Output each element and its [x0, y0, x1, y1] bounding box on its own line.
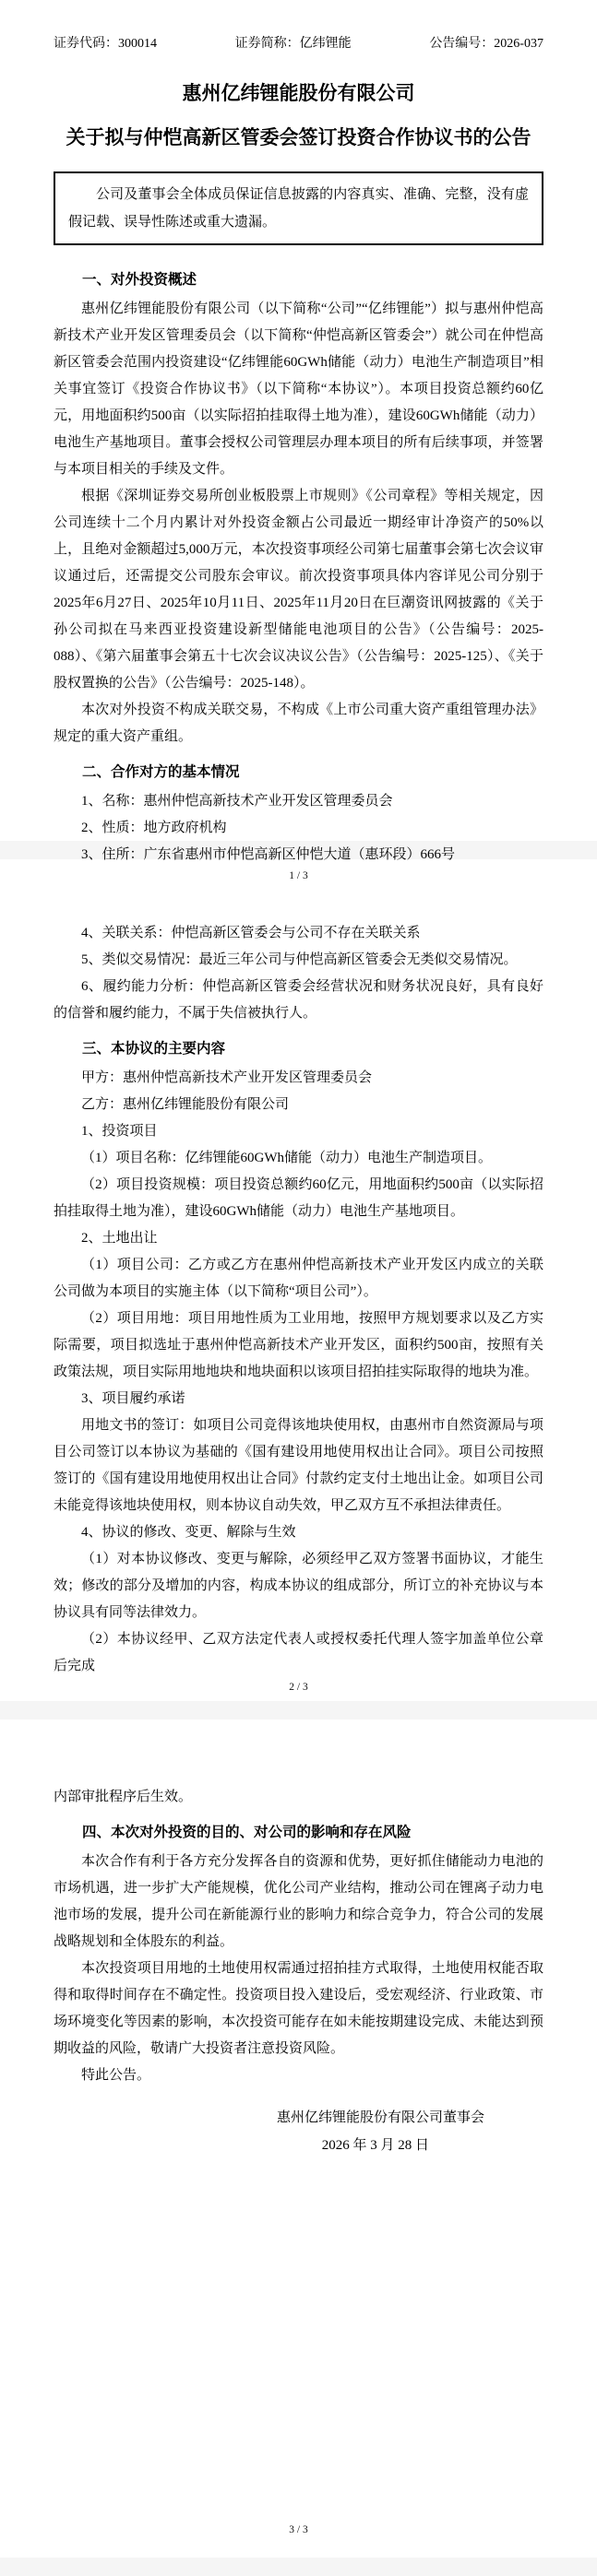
- section-1-paragraph-3: 本次对外投资不构成关联交易，不构成《上市公司重大资产重组管理办法》规定的重大资产重组。: [54, 703, 543, 744]
- closing-statement: 特此公告。: [81, 2068, 151, 2083]
- page-number-1: 1 / 3: [289, 870, 308, 881]
- party-b: 乙方：惠州亿纬锂能股份有限公司: [81, 1097, 290, 1112]
- page-number-3: 3 / 3: [289, 2524, 308, 2535]
- clause-1-item-2: （2）项目投资规模：项目投资总额约60亿元，用地面积约500亩（以实际招拍挂取得土地为准），建设60GWh储能（动力）电池生产基地项目。: [54, 1177, 543, 1219]
- announcement-title: 关于拟与仲恺高新区管委会签订投资合作协议书的公告: [66, 127, 531, 148]
- section-4-paragraph-1: 本次合作有利于各方充分发挥各自的资源和优势，更好抓住储能动力电池的市场机遇，进一步扩大产能规模，优化公司产业结构，推动公司在锂离子动力电池市场的发展，提升公司在新能源行业的影响力和综合竞争力，符合公司的发展战略规划和全体股东的利益。: [54, 1854, 543, 1949]
- clause-2-item-2: （2）项目用地：项目用地性质为工业用地，按照甲方规划要求以及乙方实际需要，项目拟选址于惠州仲恺高新技术产业开发区，面积约500亩，按照有关政策法规，项目实际用地地块和地块面积以该项目招拍挂实际取得的地块为准。: [54, 1311, 543, 1379]
- clause-4-item-2-continuation: 内部审批程序后生效。: [54, 1790, 193, 1804]
- page-3: [0, 1719, 597, 2558]
- page-separator: [0, 2558, 597, 2576]
- signature-date: 2026 年 3 月 28 日: [321, 2138, 429, 2153]
- announcement-number: 公告编号：2026-037: [429, 37, 543, 51]
- counterparty-relationship: 4、关联关系：仲恺高新区管委会与公司不存在关联关系: [81, 926, 421, 940]
- document-header: [54, 33, 543, 52]
- page-number-2: 2 / 3: [289, 1682, 308, 1693]
- clause-3-title: 3、项目履约承诺: [81, 1391, 185, 1406]
- counterparty-name: 1、名称：惠州仲恺高新技术产业开发区管理委员会: [81, 794, 393, 809]
- section-3-heading: 三、本协议的主要内容: [82, 1041, 226, 1057]
- company-title: 惠州亿纬锂能股份有限公司: [182, 83, 415, 104]
- section-2-heading: 二、合作对方的基本情况: [82, 764, 240, 780]
- clause-1-title: 1、投资项目: [81, 1124, 158, 1139]
- disclaimer-box: [54, 171, 543, 245]
- clause-2-title: 2、土地出让: [81, 1231, 158, 1246]
- signature-board: 惠州亿纬锂能股份有限公司董事会: [276, 2110, 484, 2125]
- clause-1-item-1: （1）项目名称：亿纬锂能60GWh储能（动力）电池生产制造项目。: [81, 1151, 492, 1165]
- stock-code: 证券代码：300014: [54, 37, 157, 51]
- counterparty-performance-analysis: 6、履约能力分析：仲恺高新区管委会经营状况和财务状况良好，具有良好的信誉和履约能力，不属于失信被执行人。: [54, 979, 543, 1021]
- clause-2-item-1: （1）项目公司：乙方或乙方在惠州仲恺高新技术产业开发区内成立的关联公司做为本项目的实施主体（以下简称“项目公司”）。: [54, 1258, 543, 1299]
- disclaimer-text: 公司及董事会全体成员保证信息披露的内容真实、准确、完整，没有虚假记载、误导性陈述或重大遗漏。: [68, 187, 529, 230]
- clause-4-item-1: （1）对本协议修改、变更与解除，必须经甲乙双方签署书面协议，才能生效；修改的部分及增加的内容，构成本协议的组成部分，所订立的补充协议与本协议具有同等法律效力。: [54, 1552, 543, 1620]
- section-4-heading: 四、本次对外投资的目的、对公司的影响和存在风险: [82, 1825, 412, 1840]
- clause-4-item-2: （2）本协议经甲、乙双方法定代表人或授权委托代理人签字加盖单位公章后完成: [54, 1632, 543, 1673]
- counterparty-nature: 2、性质：地方政府机构: [81, 821, 227, 835]
- page-1: [0, 0, 597, 881]
- counterparty-similar-transactions: 5、类似交易情况：最近三年公司与仲恺高新区管委会无类似交易情况。: [81, 952, 518, 967]
- section-4-paragraph-2: 本次投资项目用地的土地使用权需通过招拍挂方式取得，土地使用权能否取得和取得时间存在不确定性。投资项目投入建设后，受宏观经济、行业政策、市场环境变化等因素的影响，本次投资可能存在如未能按期建设完成、未能达到预期收益的风险，敬请广大投资者注意投资风险。: [54, 1961, 543, 2056]
- section-1-heading: 一、对外投资概述: [82, 272, 197, 288]
- page-separator: [0, 1701, 597, 1719]
- party-a: 甲方：惠州仲恺高新技术产业开发区管理委员会: [81, 1070, 373, 1085]
- stock-name: 证券简称：亿纬锂能: [234, 37, 352, 51]
- section-1-paragraph-2: 根据《深圳证券交易所创业板股票上市规则》《公司章程》等相关规定，因公司连续十二个月内累计对外投资金额占公司最近一期经审计净资产的50%以上，且绝对金额超过5,000万元，本次投资事项经公司第七届董事会第七次会议审议通过后，还需提交公司股东会审议。前次投资事项具体内容详见公司分别于2025年6月27日、2025年10月11日、2025年11月20日在巨潮资讯网披露的《关于孙公司拟在马来西亚投资建设新型储能电池项目的公告》（公告编号：2025-088）、《第六届董事会第五十七次会议决议公告》（公告编号：2025-125）、《关于股权置换的公告》（公告编号：2025-148）。: [54, 489, 543, 691]
- clause-4-title: 4、协议的修改、变更、解除与生效: [81, 1525, 296, 1540]
- clause-3-text: 用地文书的签订：如项目公司竞得该地块使用权，由惠州市自然资源局与项目公司签订以本协议为基础的《国有建设用地使用权出让合同》。项目公司按照签订的《国有建设用地使用权出让合同》付款约定支付土地出让金。如项目公司未能竞得该地块使用权，则本协议自动失效，甲乙双方互不承担法律责任。: [54, 1418, 543, 1513]
- section-1-paragraph-1: 惠州亿纬锂能股份有限公司（以下简称“公司”“亿纬锂能”）拟与惠州仲恺高新技术产业开发区管理委员会（以下简称“仲恺高新区管委会”）就公司在仲恺高新区管委会范围内投资建设“亿纬锂能60GWh储能（动力）电池生产制造项目”相关事宜签订《投资合作协议书》（以下简称“本协议”）。本项目投资总额约60亿元，用地面积约500亩（以实际招拍挂取得土地为准），建设60GWh储能（动力）电池生产基地项目。董事会授权公司管理层办理本项目的所有后续事项，并签署与本项目相关的手续及文件。: [54, 301, 543, 477]
- counterparty-address: 3、住所：广东省惠州市仲恺高新区仲恺大道（惠环段）666号: [81, 847, 456, 862]
- page-2: [0, 859, 597, 1701]
